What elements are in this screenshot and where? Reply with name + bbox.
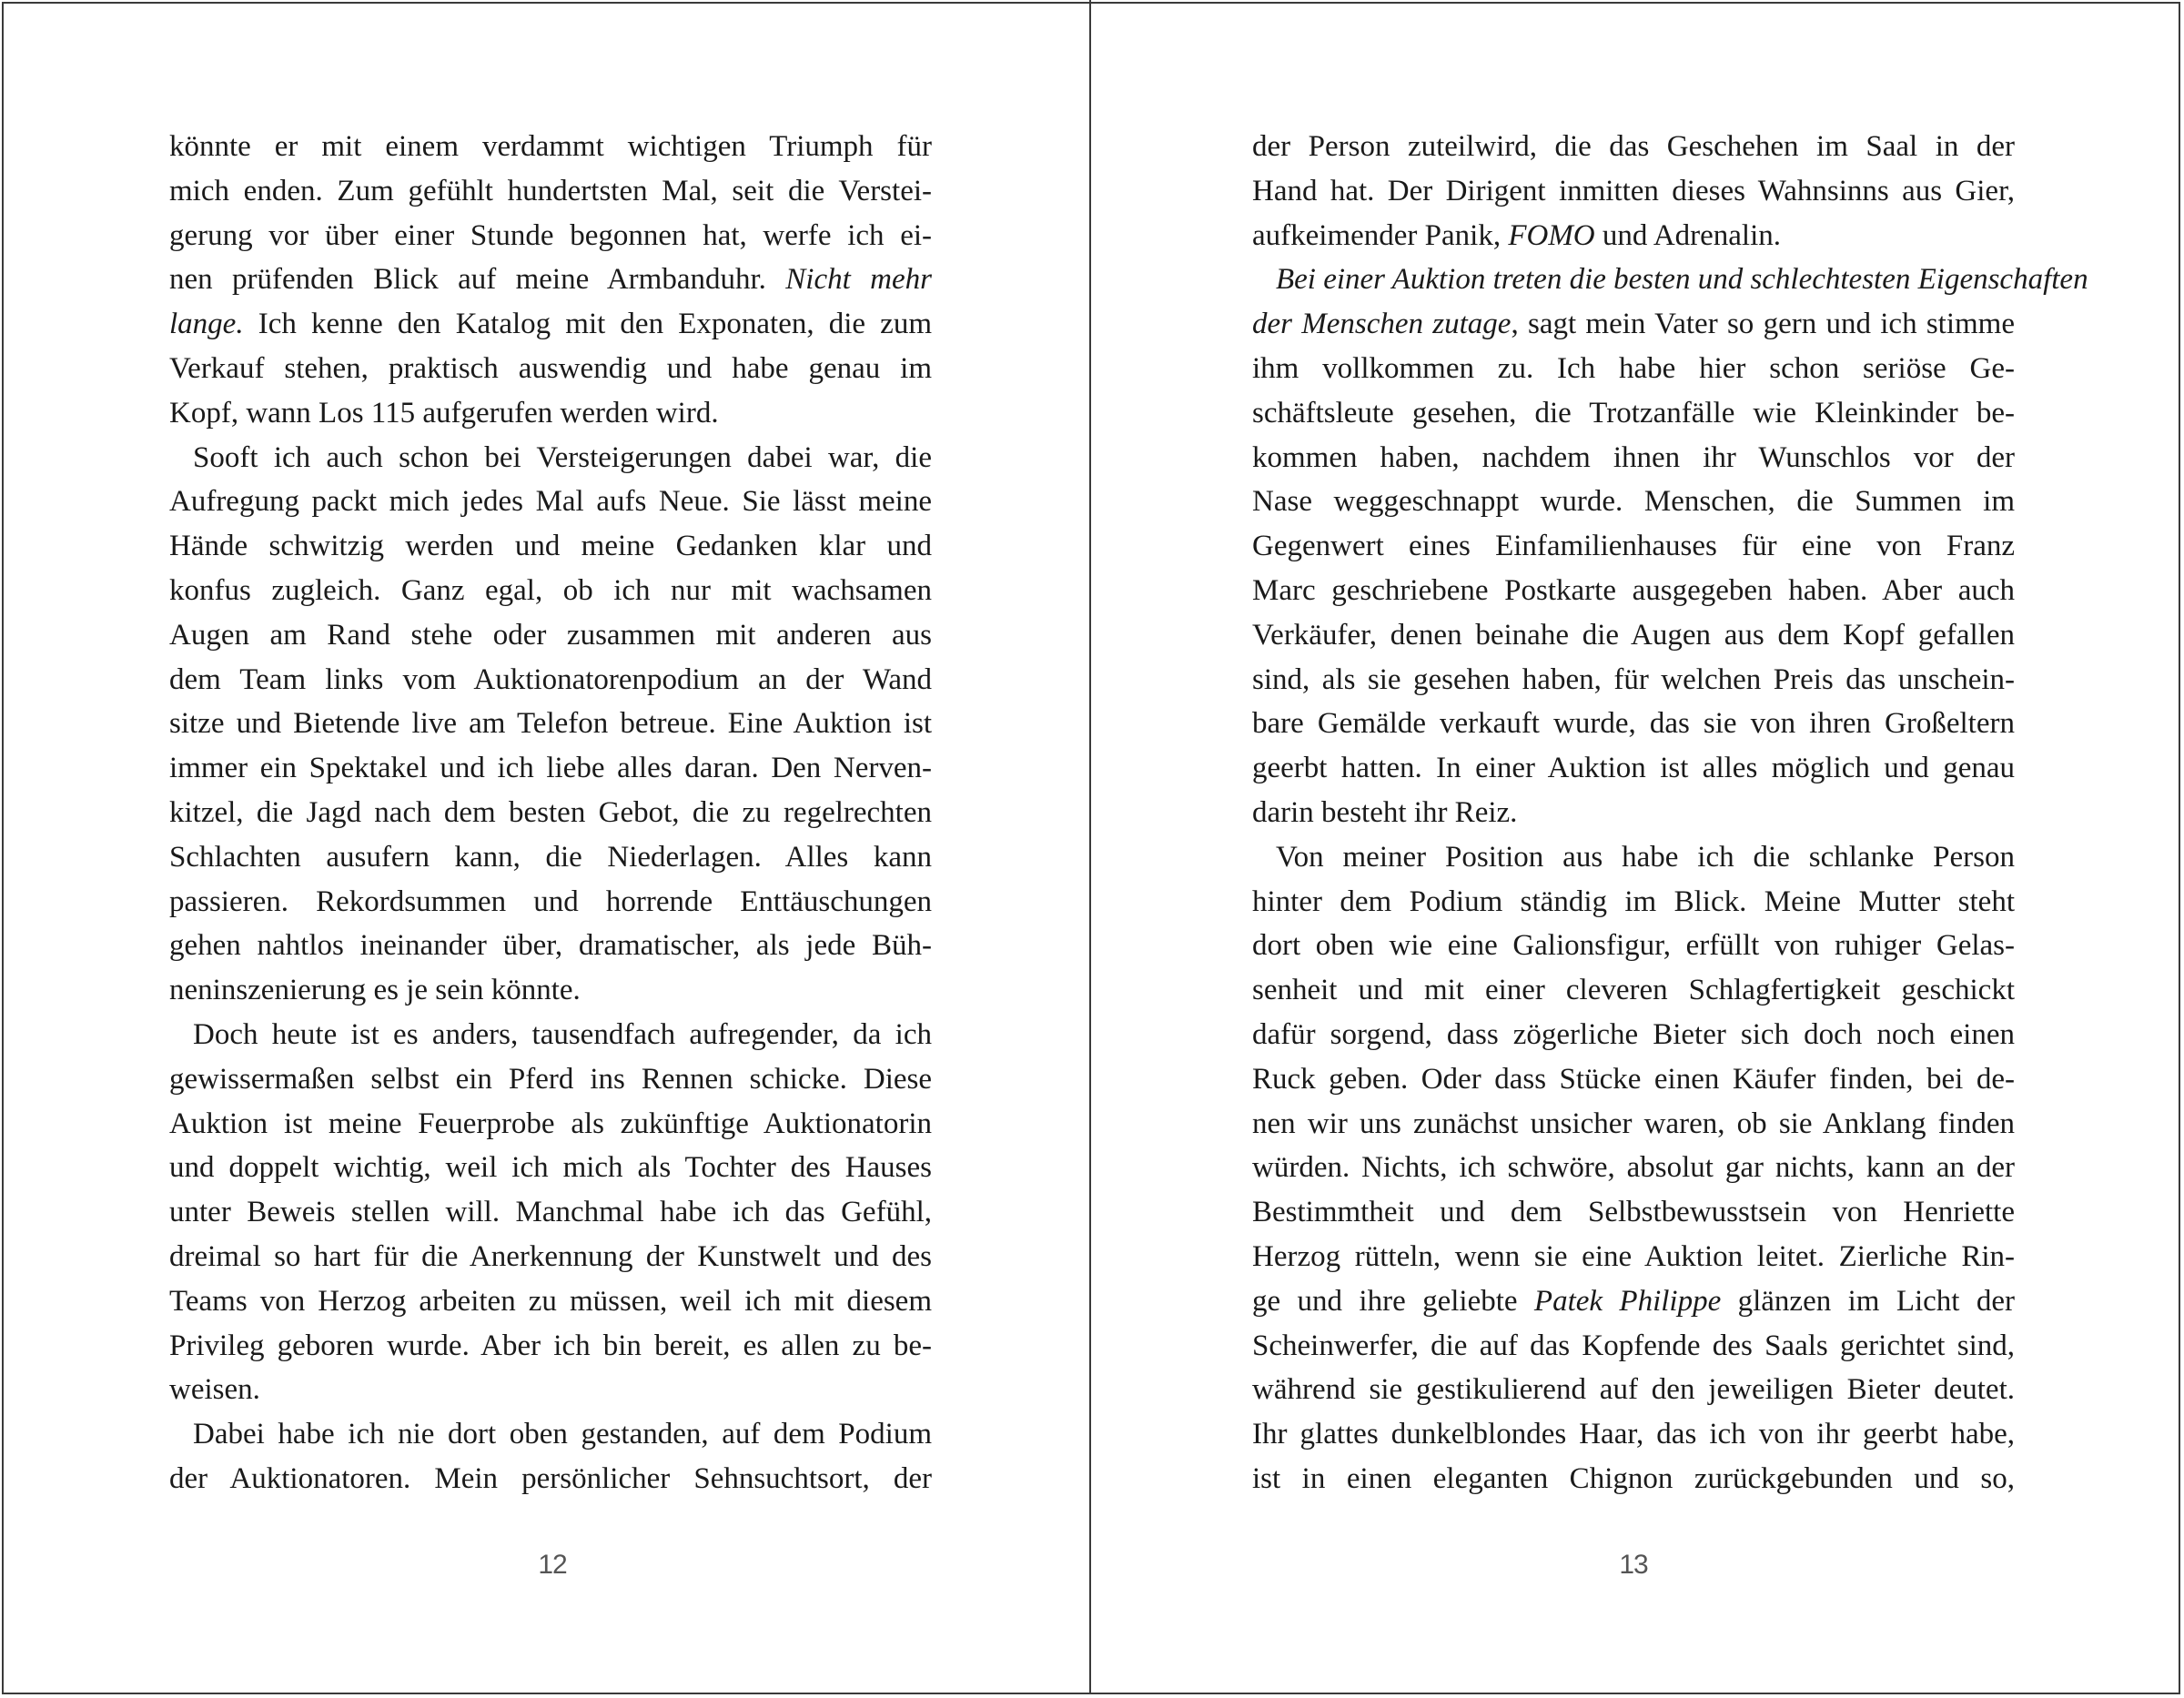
text-line-content bbox=[169, 1279, 932, 1324]
text-line-content bbox=[169, 1146, 932, 1190]
line-text: ihm vollkommen zu. Ich habe hier schon seriöse Ge- bbox=[1252, 351, 2015, 385]
text-line-content bbox=[169, 835, 932, 880]
text-line-content bbox=[1252, 436, 2015, 480]
text-line-content bbox=[1252, 746, 2015, 791]
text-line bbox=[1252, 613, 2015, 658]
line-text: Verkäufer, denen beinahe die Augen aus dem Kopf gefallen bbox=[1252, 618, 2015, 652]
text-line bbox=[169, 214, 932, 258]
text-line-content bbox=[1252, 391, 2015, 436]
line-text: der Auktionatoren. Mein persönlicher Sehnsuchtsort, der bbox=[169, 1461, 932, 1495]
text-line bbox=[169, 302, 932, 347]
text-line-content bbox=[1252, 1368, 2015, 1412]
text-line-content bbox=[169, 258, 932, 302]
text-line-content bbox=[1252, 1013, 2015, 1057]
text-line bbox=[169, 1324, 932, 1369]
text-line bbox=[169, 658, 932, 702]
line-text: hinter dem Podium ständig im Blick. Meine Mutter steht bbox=[1252, 884, 2015, 918]
text-line-content bbox=[169, 924, 932, 968]
text-line-content bbox=[193, 1013, 932, 1057]
line-text: gerung vor über einer Stunde begonnen hat, werfe ich ei- bbox=[169, 218, 932, 252]
line-text: Kopf, wann Los 115 aufgerufen werden wird. bbox=[169, 396, 719, 430]
line-text: Gegenwert eines Einfamilienhauses für eine von Franz bbox=[1252, 530, 2015, 563]
text-line bbox=[169, 391, 932, 436]
line-text: Auktion ist meine Feuerprobe als zukünftige Auktionatorin bbox=[169, 1107, 932, 1140]
text-line-content bbox=[193, 1412, 932, 1457]
text-line bbox=[1252, 391, 2015, 436]
line-text: mich enden. Zum gefühlt hundertsten Mal, seit die Verstei- bbox=[169, 174, 932, 207]
line-italic-text: der Menschen zutage bbox=[1252, 308, 1512, 341]
line-text: neninszenierung es je sein könnte. bbox=[169, 974, 581, 1007]
text-line-content bbox=[169, 480, 932, 524]
page-number-left: 12 bbox=[538, 1550, 567, 1580]
line-text: Privileg geboren wurde. Aber ich bin bereit, es allen zu be- bbox=[169, 1329, 932, 1362]
line-text: Dabei habe ich nie dort oben gestanden, auf dem Podium bbox=[193, 1418, 932, 1451]
line-text-before-italic: nen prüfenden Blick auf meine Armbanduhr. bbox=[169, 263, 786, 297]
line-text: Von meiner Position aus habe ich die schlanke Person bbox=[1276, 840, 2015, 874]
text-line bbox=[169, 1457, 932, 1501]
text-line bbox=[169, 968, 932, 1013]
text-line bbox=[1252, 302, 2015, 347]
line-text: kommen haben, nachdem ihnen ihr Wunschlos vor der bbox=[1252, 440, 2015, 474]
line-text: und doppelt wichtig, weil ich mich als Tochter des Hauses bbox=[169, 1151, 932, 1185]
text-line-content bbox=[1252, 791, 2015, 835]
text-line bbox=[1252, 1324, 2015, 1369]
text-line-content bbox=[1252, 1412, 2015, 1457]
line-text: Schlachten ausufern kann, die Niederlagen. Alles kann bbox=[169, 840, 932, 874]
text-line-content bbox=[1252, 169, 2015, 214]
text-line-content bbox=[169, 1324, 932, 1369]
line-text: Bestimmtheit und dem Selbstbewusstsein von Henriette bbox=[1252, 1196, 2015, 1229]
text-line bbox=[169, 702, 932, 746]
text-line-content bbox=[169, 1235, 932, 1279]
text-line-content bbox=[169, 791, 932, 835]
text-line bbox=[1252, 214, 2015, 258]
text-line bbox=[169, 1146, 932, 1190]
text-line-content bbox=[169, 302, 932, 347]
text-line bbox=[169, 524, 932, 569]
line-text: sitze und Bietende live am Telefon betreue. Eine Auktion ist bbox=[169, 707, 932, 741]
line-text: passieren. Rekordsummen und horrende Enttäuschungen bbox=[169, 884, 932, 918]
line-text: unter Beweis stellen will. Manchmal habe ich das Gefühl, bbox=[169, 1196, 932, 1229]
line-text: Ihr glattes dunkelblondes Haar, das ich von ihr geerbt habe, bbox=[1252, 1418, 2015, 1451]
text-line bbox=[1252, 1412, 2015, 1457]
line-text-after-italic: glänzen im Licht der bbox=[1721, 1284, 2015, 1318]
text-line bbox=[169, 746, 932, 791]
text-line-content bbox=[169, 1057, 932, 1102]
line-text: könnte er mit einem verdammt wichtigen Triumph für bbox=[169, 130, 932, 163]
text-line bbox=[1252, 1235, 2015, 1279]
text-line bbox=[1252, 125, 2015, 169]
line-text: Doch heute ist es anders, tausendfach aufregender, da ich bbox=[193, 1017, 932, 1051]
line-text: dem Team links vom Auktionatorenpodium an der Wand bbox=[169, 662, 932, 696]
text-line-content bbox=[169, 125, 932, 169]
text-line-content bbox=[1252, 1190, 2015, 1235]
text-line bbox=[169, 835, 932, 880]
text-line bbox=[1252, 1368, 2015, 1412]
text-line bbox=[1252, 791, 2015, 835]
text-line bbox=[169, 1368, 932, 1412]
line-italic-text: FOMO bbox=[1508, 218, 1595, 252]
text-line-content bbox=[1276, 835, 2015, 880]
text-line-content bbox=[1252, 347, 2015, 391]
line-text: kitzel, die Jagd nach dem besten Gebot, die zu regelrechten bbox=[169, 795, 932, 829]
text-line-content bbox=[1252, 1324, 2015, 1369]
text-line bbox=[1252, 1457, 2015, 1501]
text-line-content bbox=[169, 968, 932, 1013]
text-line bbox=[1252, 569, 2015, 613]
text-line bbox=[169, 1279, 932, 1324]
text-line bbox=[1252, 835, 2015, 880]
text-line bbox=[1252, 436, 2015, 480]
text-line-content bbox=[1252, 880, 2015, 925]
text-line-content bbox=[169, 391, 932, 436]
text-line-content bbox=[1252, 968, 2015, 1013]
line-text: Aufregung packt mich jedes Mal aufs Neue. Sie lässt meine bbox=[169, 485, 932, 519]
text-line-content bbox=[1252, 524, 2015, 569]
text-line bbox=[169, 347, 932, 391]
text-line-content bbox=[1252, 613, 2015, 658]
line-text: geerbt hatten. In einer Auktion ist alles möglich und genau bbox=[1252, 752, 2015, 785]
line-text: Sooft ich auch schon bei Versteigerungen dabei war, die bbox=[193, 440, 932, 474]
text-line bbox=[169, 791, 932, 835]
line-text: immer ein Spektakel und ich liebe alles daran. Den Nerven- bbox=[169, 752, 932, 785]
text-line-content bbox=[1252, 1235, 2015, 1279]
text-line bbox=[169, 1235, 932, 1279]
text-line bbox=[1252, 169, 2015, 214]
text-line-content bbox=[193, 436, 932, 480]
text-line bbox=[169, 569, 932, 613]
text-line-content bbox=[169, 1457, 932, 1501]
line-text: dafür sorgend, dass zögerliche Bieter sich doch noch einen bbox=[1252, 1017, 2015, 1051]
right-page-text bbox=[1252, 125, 2088, 1501]
text-line-content bbox=[169, 746, 932, 791]
text-line bbox=[1252, 480, 2015, 524]
text-line-content bbox=[1276, 258, 2088, 302]
line-text: der Person zuteilwird, die das Geschehen im Saal in der bbox=[1252, 130, 2015, 163]
text-line-content bbox=[169, 1190, 932, 1235]
text-line-content bbox=[1252, 125, 2015, 169]
text-line bbox=[169, 1013, 932, 1057]
line-text-after-italic: und Adrenalin. bbox=[1594, 218, 1782, 252]
line-italic-text: lange. bbox=[169, 308, 244, 341]
text-line bbox=[1252, 924, 2015, 968]
text-line-content bbox=[1252, 658, 2015, 702]
text-line bbox=[1252, 1146, 2015, 1190]
line-text: ist in einen eleganten Chignon zurückgebunden und so, bbox=[1252, 1461, 2015, 1495]
text-line bbox=[169, 1190, 932, 1235]
text-line bbox=[1252, 524, 2015, 569]
line-text-before-italic: ge und ihre geliebte bbox=[1252, 1284, 1534, 1318]
line-text: Herzog rütteln, wenn sie eine Auktion leitet. Zierliche Rin- bbox=[1252, 1239, 2015, 1273]
line-text: weisen. bbox=[169, 1373, 260, 1407]
text-line bbox=[169, 436, 932, 480]
line-text: Scheinwerfer, die auf das Kopfende des Saals gerichtet sind, bbox=[1252, 1329, 2015, 1362]
text-line-content bbox=[169, 214, 932, 258]
text-line bbox=[1252, 347, 2015, 391]
text-line bbox=[1252, 880, 2015, 925]
text-line bbox=[1252, 746, 2015, 791]
line-text: sind, als sie gesehen haben, für welchen Preis das unschein- bbox=[1252, 662, 2015, 696]
line-text: dort oben wie eine Galionsfigur, erfüllt von ruhiger Gelas- bbox=[1252, 929, 2015, 963]
line-text: Marc geschriebene Postkarte ausgegeben haben. Aber auch bbox=[1252, 573, 2015, 607]
left-page-text bbox=[169, 125, 932, 1501]
text-line-content bbox=[1252, 1457, 2015, 1501]
text-line-content bbox=[1252, 214, 2015, 258]
text-line bbox=[1252, 1190, 2015, 1235]
text-line bbox=[169, 1057, 932, 1102]
text-line bbox=[1252, 658, 2015, 702]
line-text: Verkauf stehen, praktisch auswendig und habe genau im bbox=[169, 351, 932, 385]
text-line-content bbox=[169, 347, 932, 391]
line-text: dreimal so hart für die Anerkennung der Kunstwelt und des bbox=[169, 1239, 932, 1273]
text-line bbox=[1252, 1102, 2015, 1147]
line-text-after-italic: , sagt mein Vater so gern und ich stimme bbox=[1511, 308, 2015, 341]
line-text-after-italic: Ich kenne den Katalog mit den Exponaten, die zum bbox=[243, 308, 932, 341]
text-line-content bbox=[1252, 480, 2015, 524]
line-text-before-italic: aufkeimender Panik, bbox=[1252, 218, 1509, 252]
text-line bbox=[169, 613, 932, 658]
text-line-content bbox=[1252, 1102, 2015, 1147]
line-text: Augen am Rand stehe oder zusammen mit anderen aus bbox=[169, 618, 932, 652]
text-line-content bbox=[1252, 924, 2015, 968]
line-text: Hand hat. Der Dirigent inmitten dieses Wahnsinns aus Gier, bbox=[1252, 174, 2015, 207]
text-line bbox=[169, 1102, 932, 1147]
text-line bbox=[169, 125, 932, 169]
line-text: Nase weggeschnappt wurde. Menschen, die Summen im bbox=[1252, 485, 2015, 519]
text-line bbox=[1252, 702, 2015, 746]
line-text: konfus zugleich. Ganz egal, ob ich nur mit wachsamen bbox=[169, 573, 932, 607]
page-number-right: 13 bbox=[1619, 1550, 1648, 1580]
text-line bbox=[169, 1412, 932, 1457]
line-italic-text: Nicht mehr bbox=[785, 263, 932, 297]
text-line bbox=[1252, 1057, 2015, 1102]
text-line-content bbox=[1252, 302, 2015, 347]
text-line bbox=[169, 924, 932, 968]
text-line bbox=[169, 480, 932, 524]
text-line-content bbox=[1252, 569, 2015, 613]
line-italic-text: Bei einer Auktion treten die besten und schlechtesten Eigenschaften bbox=[1276, 263, 2088, 297]
text-line bbox=[1252, 968, 2015, 1013]
text-line-content bbox=[169, 880, 932, 925]
text-line-content bbox=[169, 613, 932, 658]
text-line bbox=[1252, 1279, 2015, 1324]
line-text: darin besteht ihr Reiz. bbox=[1252, 795, 1518, 829]
text-line-content bbox=[1252, 1146, 2015, 1190]
right-page bbox=[1091, 0, 2179, 1694]
text-line-content bbox=[169, 569, 932, 613]
text-line bbox=[169, 880, 932, 925]
text-line bbox=[169, 258, 932, 302]
line-text: würden. Nichts, ich schwöre, absolut gar nichts, kann an der bbox=[1252, 1151, 2015, 1185]
line-text: während sie gestikulierend auf den jeweiligen Bieter deutet. bbox=[1252, 1373, 2015, 1407]
line-italic-text: Patek Philippe bbox=[1533, 1284, 1722, 1318]
text-line-content bbox=[169, 702, 932, 746]
text-line-content bbox=[169, 658, 932, 702]
text-line bbox=[169, 169, 932, 214]
line-text: nen wir uns zunächst unsicher waren, ob sie Anklang finden bbox=[1252, 1107, 2015, 1140]
text-line-content bbox=[1252, 1279, 2015, 1324]
line-text: Ruck geben. Oder dass Stücke einen Käufer finden, bei de- bbox=[1252, 1062, 2015, 1096]
text-line bbox=[1252, 1013, 2015, 1057]
line-text: senheit und mit einer cleveren Schlagfertigkeit geschickt bbox=[1252, 974, 2015, 1007]
line-text: gehen nahtlos ineinander über, dramatischer, als jede Büh- bbox=[169, 929, 932, 963]
text-line-content bbox=[169, 1368, 932, 1412]
text-line-content bbox=[169, 169, 932, 214]
text-line-content bbox=[169, 1102, 932, 1147]
line-text: Hände schwitzig werden und meine Gedanken klar und bbox=[169, 530, 932, 563]
line-text: bare Gemälde verkauft wurde, das sie von ihren Großeltern bbox=[1252, 707, 2015, 741]
left-page bbox=[0, 0, 1088, 1694]
line-text: gewissermaßen selbst ein Pferd ins Rennen schicke. Diese bbox=[169, 1062, 932, 1096]
text-line-content bbox=[1252, 1057, 2015, 1102]
line-text: Teams von Herzog arbeiten zu müssen, weil ich mit diesem bbox=[169, 1284, 932, 1318]
line-text: schäftsleute gesehen, die Trotzanfälle wie Kleinkinder be- bbox=[1252, 396, 2015, 430]
text-line-content bbox=[169, 524, 932, 569]
text-line bbox=[1252, 258, 2088, 302]
text-line-content bbox=[1252, 702, 2015, 746]
